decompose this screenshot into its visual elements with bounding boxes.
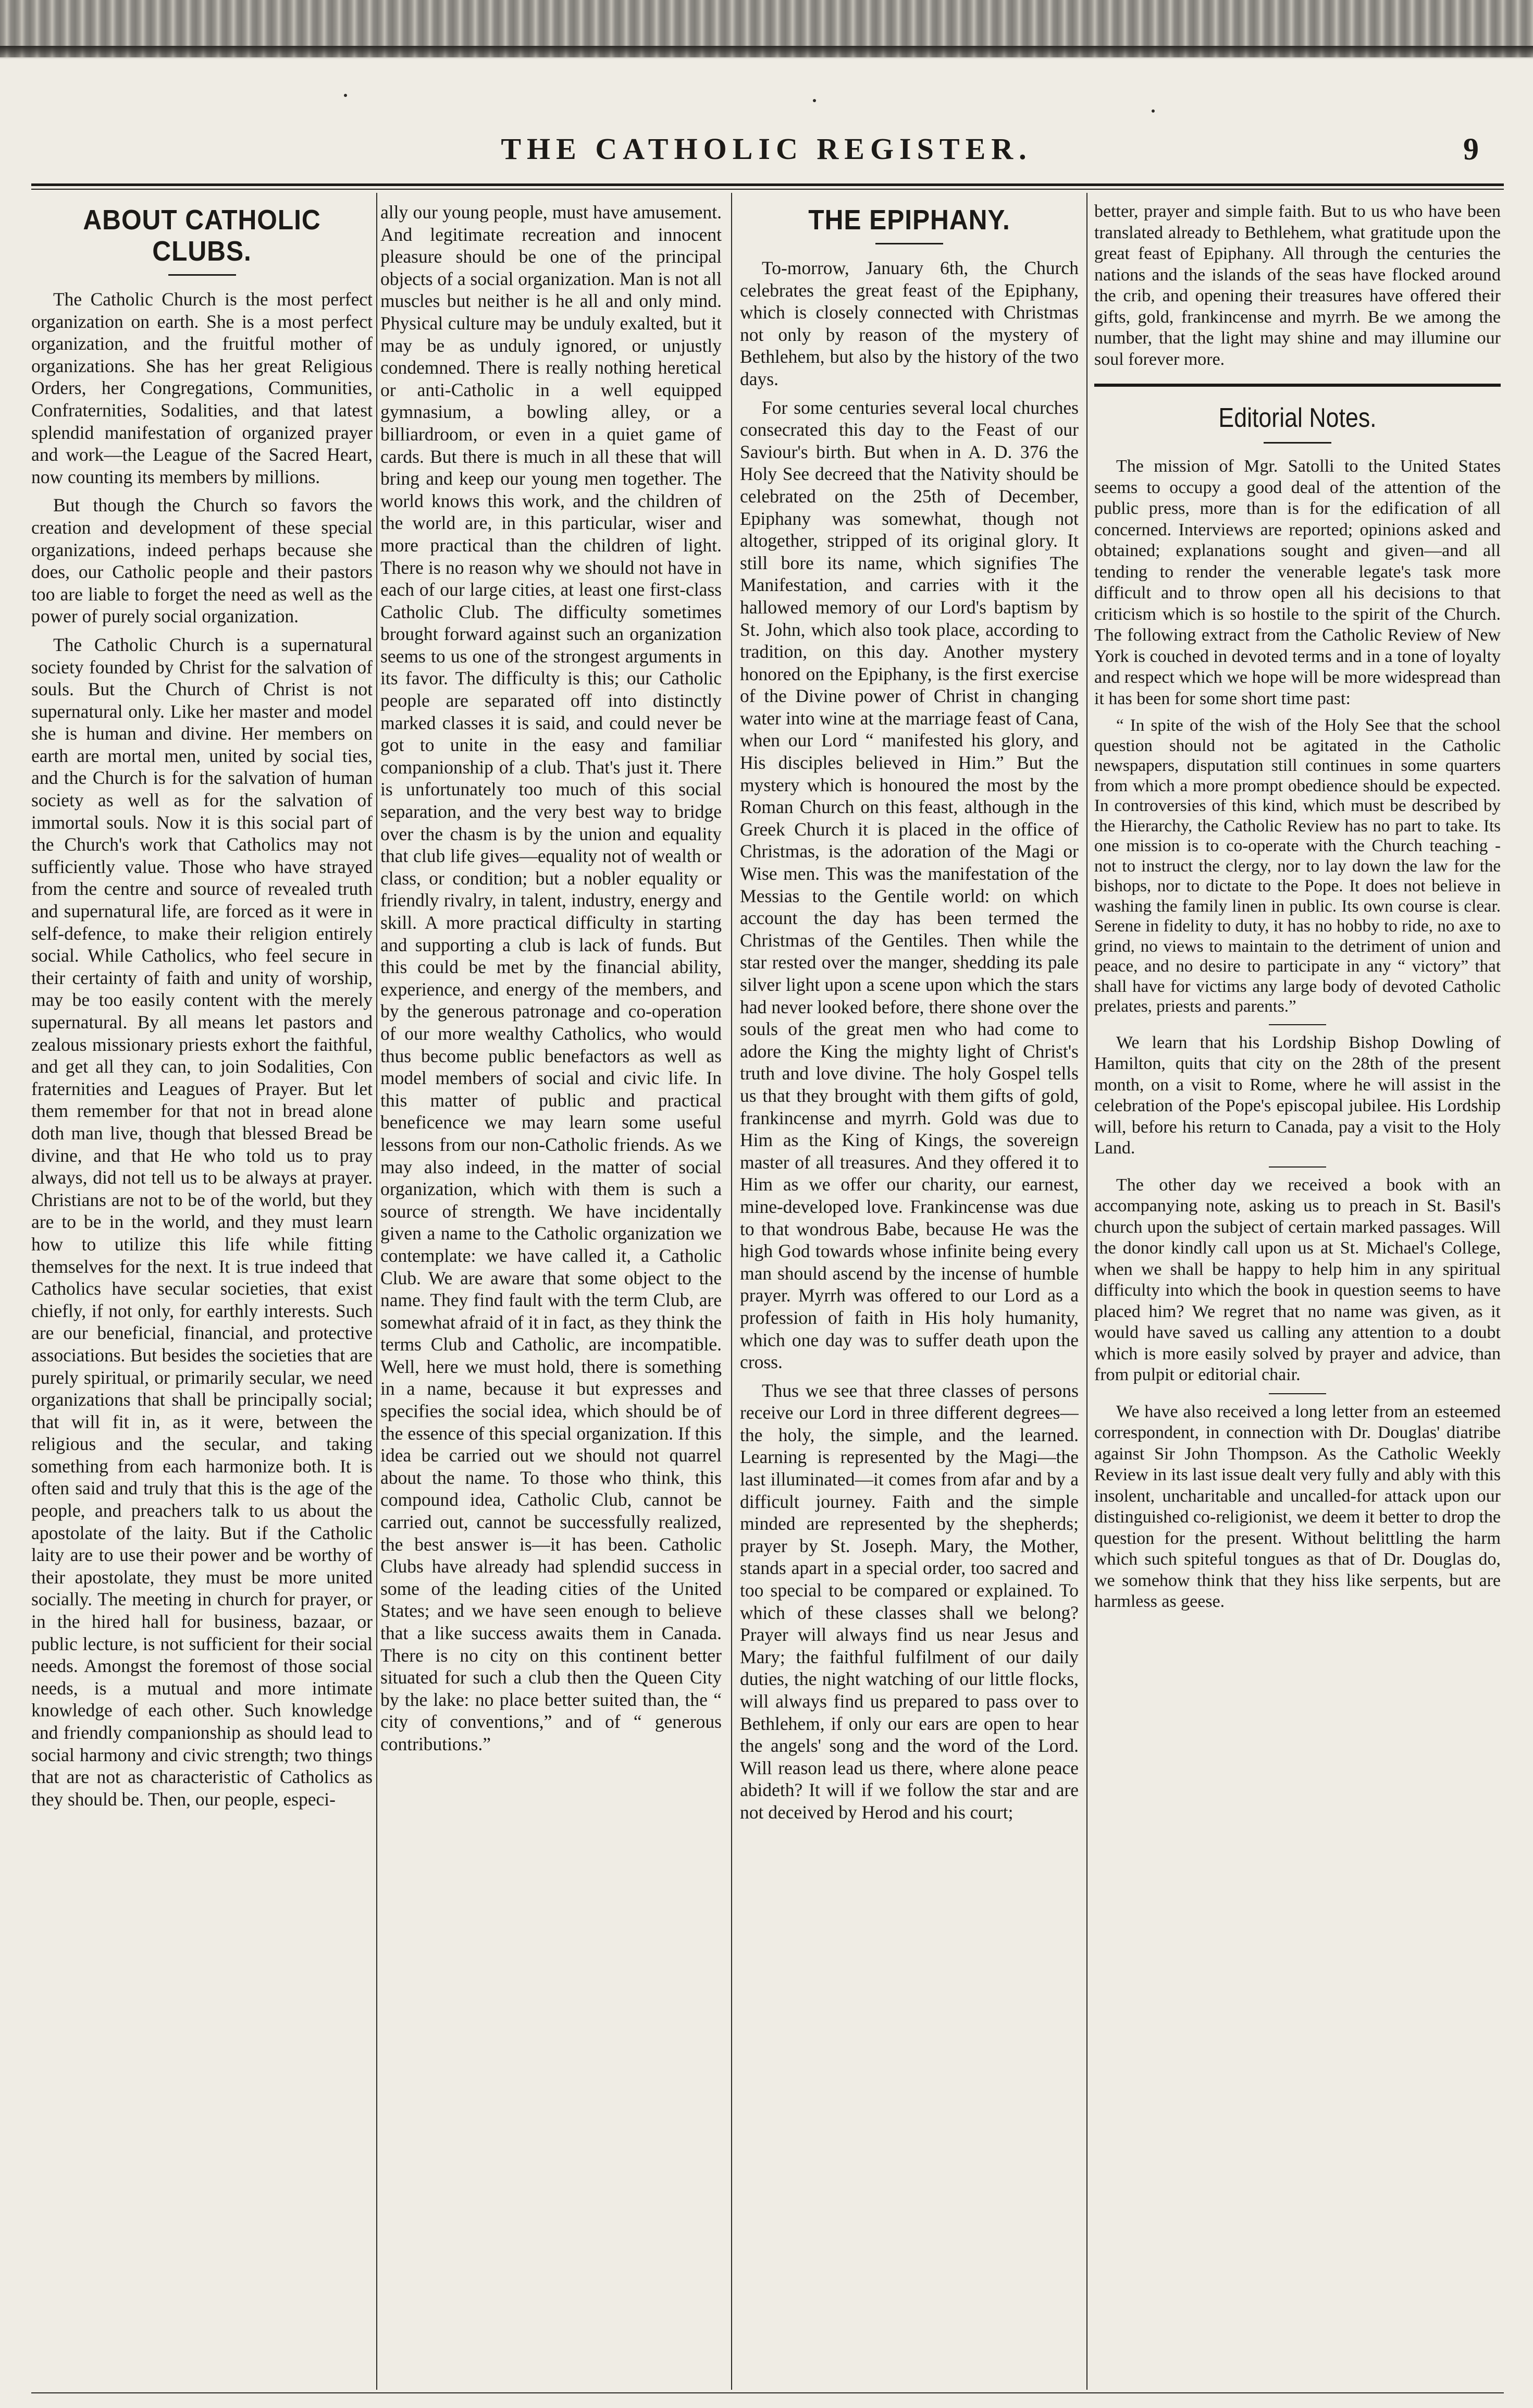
article-paragraph: The Catholic Church is a supernatural society founded by Christ for the salvation of souls. But the Church of Christ is not supernatural only. Like her master and model she is human and divine. Her members on earth are mortal men, united by social ties, and the Church is for the salvation of human society as well as for the salvation of immortal souls. Now it is this social part of the Church's work that Catholics may not sufficiently value. Those who have strayed from the centre and source of revealed truth and supernatural life, are forced as it were in self-defence, to make their religion entirely social. While Catholics, who feel secure in their certainty of faith and unity of worship, may be too easily content with the merely supernatural. By all means let pastors and zealous missionary priests exhort the faithful, and get all they can, to join Sodalities, Con fraternities and Leagues of Prayer. But let them remember for that not in bread alone doth man live, though that blessed Bread be divine, and that He who told us to pray always, did not tell us to be always at prayer. Christians are not to be of the world, but they are to be in the world, and they must learn how to utilize this life while fitting themselves for the next. It is true indeed that Catholics have secular societies, that exist chiefly, if not only, for earthly interests. Such are our beneficial, financial, and protective associations. But besides the societies that are purely spiritual, or primarily secular, we need organizations that shall be principally social; that will fit in, as it were, between the religious and the secular, and taking something from each harmonize both. It is often said and truly that this is the age of the people, and preachers talk to us about the apostolate of the laity. But if the Catholic laity are to use their power and be worthy of their apostolate, they must be more united socially. The meeting in church for prayer, or in the hired hall for business, bazaar, or public lecture, is not sufficient for their social needs. Amongst the foremost of those social needs, is a mutual and more intimate knowledge of each other. Such knowledge and friendly companionship as should lead to social harmony and civic strength; two things that are not as characteristic of Catholics as they should be. Then, our people, especi- <box>31 634 373 1810</box>
editorial-note: We learn that his Lordship Bishop Dowling of Hamilton, quits that city on the 28th of the present month, on a visit to Rome, where he will assist in the celebration of the Pope's episcopal jubilee. His Lordship will, before his return to Canada, pay a visit to the Holy Land. <box>1094 1033 1501 1158</box>
column-1 <box>31 201 373 2385</box>
note-divider <box>1269 1393 1326 1394</box>
article-paragraph: For some centuries several local churches consecrated this day to the Feast of our Saviour's birth. But when in A. D. 376 the Holy See decreed that the Nativity should be celebrated on the 25th of December, Epiphany was somewhat, though not altogether, stripped of its original glory. It still bore its name, which signifies The Manifestation, and carries with it the hallowed memory of our Lord's baptism by St. John, which also took place, according to tradition, on this day. Another mystery honored on the Epiphany, is the first exercise of the Divine power of Christ in changing water into wine at the marriage feast of Cana, when our Lord “ manifested his glory, and His disciples believed in Him.” But the mystery which is honoured the most by the Roman Church on this feast, although in the Greek Church it is placed in the office of Christmas, is the adoration of the Magi or Wise men. This was the manifestation of the Messias to the Gentile world: on which account the day has been termed the Christmas of the Gentiles. Then while the star rested over the manger, shedding its pale silver light upon a scene upon which the stars had never looked before, there shone over the souls of the great men who had come to adore the King the mighty light of Christ's truth and love divine. The holy Gospel tells us that they brought with them gifts of gold, frankincense and myrrh. Gold was due to Him as the King of Kings, the sovereign master of all treasures. And they offered it to Him as we offer our charity, our earnest, mine-developed love. Frankincense was due to that wondrous Babe, because He was the high God towards whose infinite being every man should ascend by the incense of humble prayer. Myrrh was offered to our Lord as a profession of faith in His holy humanity, which one day was to suffer death upon the cross. <box>740 397 1079 1373</box>
page-edge-fade <box>0 46 1533 59</box>
column-divider <box>731 193 732 2390</box>
newspaper-title: THE CATHOLIC REGISTER. <box>501 132 1032 166</box>
section-headline-editorial-notes: Editorial Notes. <box>1218 403 1377 433</box>
article-headline-epiphany: THE EPIPHANY. <box>808 204 1010 236</box>
note-divider <box>1269 1166 1326 1168</box>
headline-rule <box>875 243 943 244</box>
column-2 <box>380 201 722 2385</box>
article-paragraph: The Catholic Church is the most perfect organization on earth. She is a most perfect organization, and the fruitful mother of organizations. She has her great Religious Orders, her Congregations, Communities, Confraternities, Sodalities, and that latest splendid manifestation of organized prayer and work—the League of the Sacred Heart, now counting its members by millions. <box>31 289 373 487</box>
article-paragraph: To-morrow, January 6th, the Church celebrates the great feast of the Epiphany, which is closely connected with Christmas not only by reason of the mystery of Bethlehem, but also by the history of the two days. <box>740 257 1079 389</box>
column-3 <box>740 201 1079 2385</box>
page-bottom-rule <box>31 2392 1504 2393</box>
note-divider <box>1269 1024 1326 1025</box>
editorial-note: We have also received a long letter from an esteemed correspondent, in connection with Dr. Douglas' diatribe against Sir John Thompson. As the Catholic Weekly Review in its last issue dealt very fully and ably with this insolent, uncharitable and uncalled-for attack upon our distinguished co-religionist, we deem it better to drop the question for the present. Without belittling the harm which such spiteful tongues as that of Dr. Douglas do, we somehow think that they hiss like serpents, but are harmless as geese. <box>1094 1402 1501 1611</box>
article-paragraph: ally our young people, must have amusement. And legitimate recreation and innocent pleasure should be one of the principal objects of a social organization. Man is not all muscles but neither is he all and only mind. Physical culture may be unduly exalted, but it may be as unduly ignored, or unjustly condemned. There is really nothing heretical or anti-Catholic in a well equipped gymnasium, a bowling alley, or a billiardroom, or even in a quiet game of cards. But there is much in all these that will bring and keep our young men together. The world knows this work, and the children of the world are, in this particular, wiser and more practical than the children of light. There is no reason why we should not have in each of our large cities, at least one first-class Catholic Club. The difficulty sometimes brought forward against such an organization seems to us one of the strongest arguments in its favor. The difficulty is this; our Catholic people are separated off into distinctly marked classes it is said, and could never be got to unite in the easy and familiar companionship of a club. That's just it. There is unfortunately too much of this social separation, and the very best way to bridge over the chasm is by the union and equality that club life gives—equality not of wealth or class, or condition; but a nobler equality or friendly rivalry, in talent, industry, energy and skill. A more practical difficulty in starting and supporting a club is lack of funds. But this could be met by the financial ability, experience, and energy of the members, and by the generous patronage and co-operation of our more wealthy Catholics, who would thus become public benefactors as well as model members of social and civic life. In this matter of public and practical beneficence we may learn some useful lessons from our non-Catholic friends. As we may also indeed, in the matter of social organization, which with them is such a source of strength. We have incidentally given a name to the Catholic organization we contemplate: we have called it, a Catholic Club. We are aware that some object to the name. They find fault with the term Club, are somewhat afraid of it in fact, as they think the terms Club and Catholic, are incompatible. Well, here we must hold, there is something in a name, because it but expresses and specifies the social idea, which should be of the essence of this special organization. If this idea be carried out we should not quarrel about the name. To those who think, this compound idea, Catholic Club, cannot be carried out, cannot be successfully realized, the best answer is—it has been. Catholic Clubs have already had splendid success in some of the leading cities of the United States; and we have seen enough to believe that a like success awaits them in Canada. There is no city on this continent better situated for such a club then the Queen City by the lake: no place better suited than, the “ city of conventions,” and of “ generous contributions.” <box>380 202 722 1754</box>
paper-speck <box>1152 109 1155 113</box>
paper-speck <box>813 99 816 102</box>
masthead-rule-thin <box>31 189 1504 190</box>
masthead <box>31 131 1502 174</box>
editorial-quote: “ In spite of the wish of the Holy See that the school question should not be agitated in the Catholic newspapers, disputation still continues in some quarters from which a more prompt obedience should be expected. In controversies of this kind, which must be described by the Hierarchy, the Catholic Review has no part to take. Its one mission is to co-operate with the Church teaching - not to instruct the clergy, nor to lay down the law for the bishops, nor to dictate to the Pope. It does not believe in washing the family linen in public. Its own course is clear. Serene in fidelity to duty, it has no hobby to ride, no axe to grind, no views to maintain to the detriment of union and peace, and no desire to participate in any “ victory” that shall have for victims any large body of devoted Catholic prelates, priests and parents.” <box>1094 716 1501 1016</box>
column-4 <box>1094 201 1501 2385</box>
column-divider <box>1086 193 1087 2390</box>
article-paragraph: Thus we see that three classes of persons receive our Lord in three different degrees—the holy, the simple, and the learned. Learning is represented by the Magi—the last illuminated—it comes from afar and by a difficult journey. Faith and the simple minded are represented by the shepherds; prayer by St. Joseph. Mary, the Mother, stands apart in a special order, too sacred and too special to be compared or explained. To which of these classes shall we belong? Prayer will always find us near Jesus and Mary; the faithful fulfilment of our daily duties, the night watching of our little flocks, will always find us prepared to pass over to Bethlehem, if only our ears are open to hear the angels' song and the word of the Lord. Will reason lead us there, where alone peace abideth? It will if we follow the star and are not deceived by Herod and his court; <box>740 1380 1079 1823</box>
column-divider <box>376 193 377 2390</box>
article-headline-catholic-clubs: ABOUT CATHOLIC CLUBS. <box>83 204 321 267</box>
masthead-rule <box>31 183 1504 186</box>
editorial-note: The mission of Mgr. Satolli to the United States seems to occupy a good deal of the attention of the public press, more than is for the edification of all concerned. Interviews are reported; opinions asked and obtained; explanations sought and given—and all tending to render the venerable legate's task more difficult and to throw open all his decisions to that criticism which is so hostile to the spirit of the Church. The following extract from the Catholic Review of New York is couched in devoted terms and in a tone of loyalty and respect which we hope will be more widespread than it has been for some short time past: <box>1094 457 1501 708</box>
page-number: 9 <box>1463 132 1479 166</box>
paper-speck <box>344 94 347 97</box>
editorial-note: The other day we received a book with an accompanying note, asking us to preach in St. Basil's church upon the subject of certain marked passages. Will the donor kindly call upon us at St. Michael's College, when we shall be happy to help him in any spiritual difficulty into which the book in question seems to have placed him? We regret that no name was given, as it would have saved us calling any attention to a doubt which is more easily solved by prayer and advice, than from pulpit or editorial chair. <box>1094 1175 1501 1384</box>
article-paragraph: better, prayer and simple faith. But to us who have been translated already to Bethlehem, what gratitude upon the great feast of Epiphany. All through the centuries the nations and the islands of the seas have flocked around the crib, and opening their treasures have offered their gifts, gold, frankincense and myrrh. Be we among the number, that the light may shine and may illumine our soul forever more. <box>1094 202 1501 369</box>
article-paragraph: But though the Church so favors the creation and development of these special organizations, indeed perhaps because she does, our Catholic people and their pastors too are liable to forget the need as well as the power of purely social organization. <box>31 495 373 627</box>
section-rule <box>1094 384 1501 387</box>
headline-rule <box>168 274 236 276</box>
headline-rule <box>1264 442 1331 444</box>
